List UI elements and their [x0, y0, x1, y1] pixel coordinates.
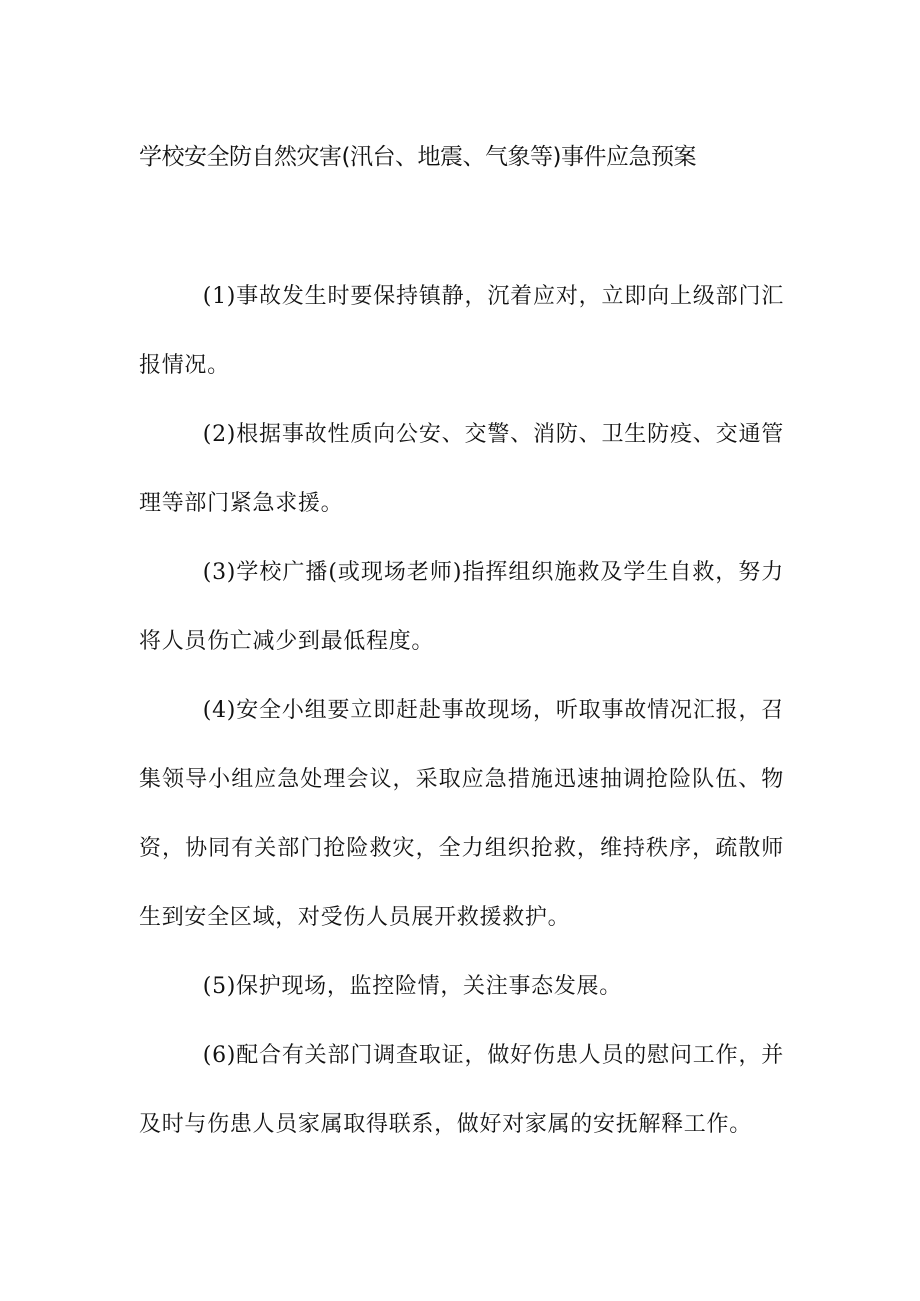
paragraph-1: (1)事故发生时要保持镇静，沉着应对，立即向上级部门汇报情况。 [139, 284, 784, 378]
paragraph-2: (2)根据事故性质向公安、交警、消防、卫生防疫、交通管理等部门紧急求援。 [139, 422, 784, 516]
paragraph-3: (3)学校广播(或现场老师)指挥组织施救及学生自救，努力将人员伤亡减少到最低程度。 [139, 560, 784, 654]
paragraph-5: (5)保护现场，监控险情，关注事态发展。 [202, 974, 622, 999]
document-body [139, 262, 784, 1159]
document-title: 学校安全防自然灾害(汛台、地震、气象等)事件应急预案 [139, 144, 696, 170]
paragraph-6: (6)配合有关部门调查取证，做好伤患人员的慰问工作，并及时与伤患人员家属取得联系，做好对家属的安抚解释工作。 [139, 1043, 784, 1137]
paragraph-4: (4)安全小组要立即赶赴事故现场，听取事故情况汇报，召集领导小组应急处理会议，采取应急措施迅速抽调抢险队伍、物资，协同有关部门抢险救灾，全力组织抢救，维持秩序，疏散师生到安全区域，对受伤人员展开救援救护。 [139, 698, 784, 930]
